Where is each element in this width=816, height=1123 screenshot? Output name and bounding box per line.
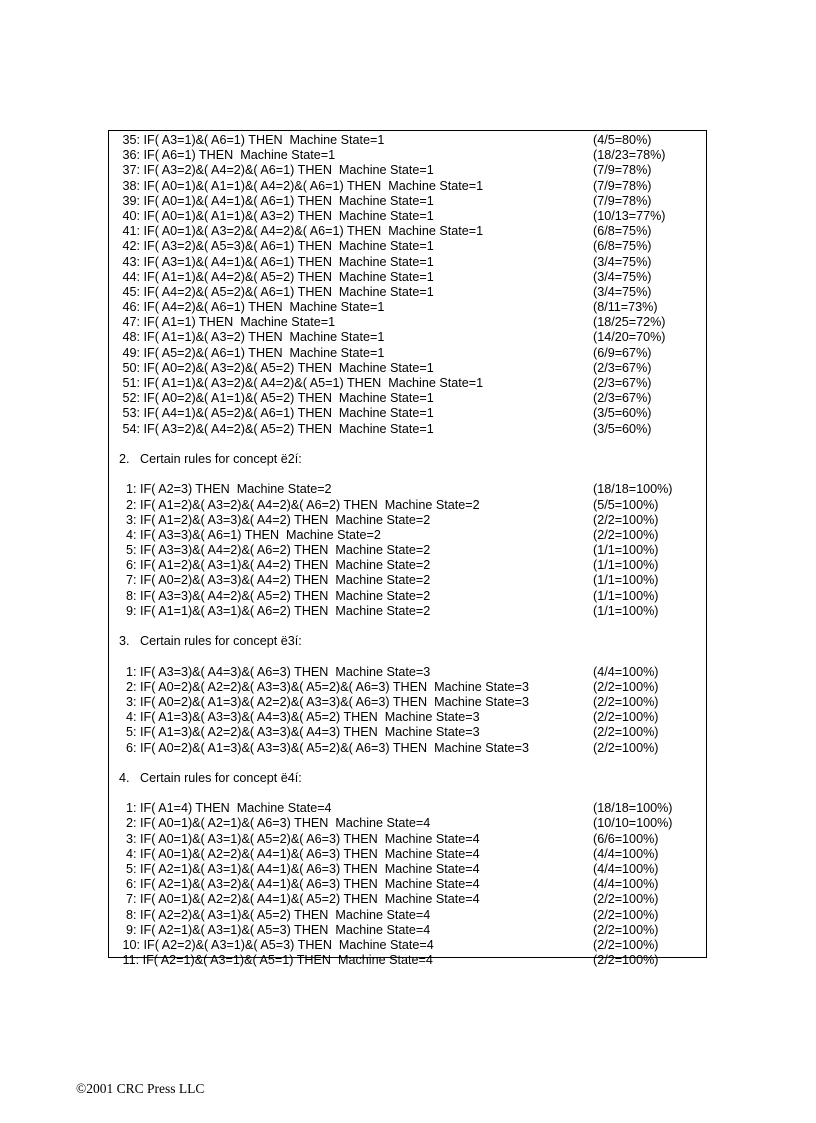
rule-confidence: (3/4=75%) — [593, 284, 652, 299]
rule-text: 49: IF( A5=2)&( A6=1) THEN Machine State=1 — [119, 345, 385, 360]
rule-row — [119, 482, 702, 497]
rule-confidence: (7/9=78%) — [593, 163, 652, 178]
rule-confidence: (5/5=100%) — [593, 497, 659, 512]
rule-row — [119, 589, 702, 604]
rule-text: 4: IF( A1=3)&( A3=3)&( A4=3)&( A5=2) THEN Machine State=3 — [119, 710, 480, 725]
rule-text: 10: IF( A2=2)&( A3=1)&( A5=3) THEN Machine State=4 — [119, 937, 434, 952]
rule-text: 7: IF( A0=1)&( A2=2)&( A4=1)&( A5=2) THEN Machine State=4 — [119, 892, 480, 907]
rule-text: 11: IF( A2=1)&( A3=1)&( A5=1) THEN Machine State=4 — [119, 953, 433, 968]
rule-row — [119, 573, 702, 588]
rule-text: 44: IF( A1=1)&( A4=2)&( A5=2) THEN Machine State=1 — [119, 269, 434, 284]
rule-text: 43: IF( A3=1)&( A4=1)&( A6=1) THEN Machine State=1 — [119, 254, 434, 269]
rule-text: 51: IF( A1=1)&( A3=2)&( A4=2)&( A5=1) THEN Machine State=1 — [119, 376, 484, 390]
rule-text: 2: IF( A0=2)&( A2=2)&( A3=3)&( A5=2)&( A6=3) THEN Machine State=3 — [119, 679, 529, 694]
rule-confidence: (6/8=75%) — [593, 239, 652, 254]
rule-row — [119, 422, 702, 437]
rule-row — [119, 346, 702, 361]
rule-text: 38: IF( A0=1)&( A1=1)&( A4=2)&( A6=1) THEN Machine State=1 — [119, 178, 484, 193]
rule-row — [119, 604, 702, 619]
rule-row — [119, 543, 702, 558]
rule-row — [119, 361, 702, 376]
rule-text: 40: IF( A0=1)&( A1=1)&( A3=2) THEN Machine State=1 — [119, 208, 434, 223]
rule-confidence: (2/2=100%) — [593, 953, 659, 968]
rule-text: 5: IF( A2=1)&( A3=1)&( A4=1)&( A6=3) THEN Machine State=4 — [119, 862, 480, 876]
rule-row — [119, 300, 702, 315]
rule-row — [119, 376, 702, 391]
section-gap — [119, 437, 702, 452]
rule-confidence: (2/2=100%) — [593, 937, 659, 952]
rule-confidence: (2/2=100%) — [593, 725, 659, 740]
rule-text: 54: IF( A3=2)&( A4=2)&( A5=2) THEN Machine State=1 — [119, 421, 434, 436]
rule-text: 48: IF( A1=1)&( A3=2) THEN Machine State=1 — [119, 330, 385, 345]
rule-confidence: (1/1=100%) — [593, 603, 659, 618]
rule-confidence: (18/18=100%) — [593, 482, 673, 497]
rule-row — [119, 892, 702, 907]
section-gap — [119, 756, 702, 771]
section-heading: 3. Certain rules for concept ë3í: — [119, 634, 302, 649]
rule-confidence: (2/2=100%) — [593, 527, 659, 542]
rule-row — [119, 239, 702, 254]
rule-row — [119, 330, 702, 345]
rule-text: 4: IF( A3=3)&( A6=1) THEN Machine State=2 — [119, 527, 381, 542]
rule-row — [119, 315, 702, 330]
rule-row — [119, 513, 702, 528]
rule-row — [119, 725, 702, 740]
rule-text: 2: IF( A1=2)&( A3=2)&( A4=2)&( A6=2) THEN Machine State=2 — [119, 497, 480, 512]
rules-content — [119, 133, 702, 968]
rule-text: 3: IF( A1=2)&( A3=3)&( A4=2) THEN Machine State=2 — [119, 512, 431, 527]
rule-row — [119, 953, 702, 968]
rule-text: 5: IF( A3=3)&( A4=2)&( A6=2) THEN Machine State=2 — [119, 543, 431, 558]
rule-confidence: (2/2=100%) — [593, 679, 659, 694]
rule-row — [119, 270, 702, 285]
rule-confidence: (2/3=67%) — [593, 360, 652, 375]
rule-row — [119, 528, 702, 543]
rule-text: 3: IF( A0=1)&( A3=1)&( A5=2)&( A6=3) THEN Machine State=4 — [119, 831, 480, 846]
rule-row — [119, 877, 702, 892]
rule-confidence: (7/9=78%) — [593, 178, 652, 193]
rule-text: 6: IF( A1=2)&( A3=1)&( A4=2) THEN Machine State=2 — [119, 558, 431, 573]
rule-text: 9: IF( A2=1)&( A3=1)&( A5=3) THEN Machine State=4 — [119, 922, 431, 937]
rule-row — [119, 908, 702, 923]
rule-text: 6: IF( A0=2)&( A1=3)&( A3=3)&( A5=2)&( A6=3) THEN Machine State=3 — [119, 740, 529, 755]
rule-confidence: (2/2=100%) — [593, 907, 659, 922]
rule-row — [119, 801, 702, 816]
rule-row — [119, 847, 702, 862]
rule-confidence: (1/1=100%) — [593, 573, 659, 588]
rule-confidence: (1/1=100%) — [593, 558, 659, 573]
rule-confidence: (4/4=100%) — [593, 877, 659, 892]
rule-confidence: (3/5=60%) — [593, 406, 652, 421]
rule-confidence: (2/2=100%) — [593, 892, 659, 907]
rule-row — [119, 741, 702, 756]
rule-row — [119, 391, 702, 406]
rule-row — [119, 498, 702, 513]
section-gap — [119, 786, 702, 801]
rule-confidence: (3/4=75%) — [593, 254, 652, 269]
rule-row — [119, 285, 702, 300]
rule-text: 39: IF( A0=1)&( A4=1)&( A6=1) THEN Machine State=1 — [119, 193, 434, 208]
rule-text: 5: IF( A1=3)&( A2=2)&( A3=3)&( A4=3) THEN Machine State=3 — [119, 725, 480, 740]
rule-row — [119, 923, 702, 938]
rule-confidence: (2/2=100%) — [593, 922, 659, 937]
rule-confidence: (14/20=70%) — [593, 330, 666, 345]
rule-row — [119, 255, 702, 270]
rule-confidence: (3/5=60%) — [593, 421, 652, 436]
rule-text: 36: IF( A6=1) THEN Machine State=1 — [119, 148, 336, 163]
section-gap — [119, 467, 702, 482]
rule-row — [119, 938, 702, 953]
rule-confidence: (8/11=73%) — [593, 300, 658, 315]
rule-row — [119, 816, 702, 831]
rule-text: 53: IF( A4=1)&( A5=2)&( A6=1) THEN Machine State=1 — [119, 406, 434, 421]
rule-row — [119, 406, 702, 421]
rule-confidence: (2/2=100%) — [593, 740, 659, 755]
rule-confidence: (4/4=100%) — [593, 846, 659, 861]
copyright-footer: ©2001 CRC Press LLC — [76, 1081, 205, 1096]
rule-confidence: (2/3=67%) — [593, 376, 652, 390]
rule-confidence: (6/6=100%) — [593, 831, 659, 846]
rule-text: 35: IF( A3=1)&( A6=1) THEN Machine State=1 — [119, 133, 385, 147]
rule-row — [119, 224, 702, 239]
rule-confidence: (4/5=80%) — [593, 133, 652, 147]
rule-confidence: (18/23=78%) — [593, 148, 666, 163]
rule-row — [119, 862, 702, 877]
rule-confidence: (10/10=100%) — [593, 816, 673, 831]
rule-row — [119, 209, 702, 224]
rule-row — [119, 194, 702, 209]
rule-text: 1: IF( A3=3)&( A4=3)&( A6=3) THEN Machine State=3 — [119, 664, 431, 679]
rule-confidence: (10/13=77%) — [593, 208, 666, 223]
rule-text: 4: IF( A0=1)&( A2=2)&( A4=1)&( A6=3) THEN Machine State=4 — [119, 846, 480, 861]
rule-text: 6: IF( A2=1)&( A3=2)&( A4=1)&( A6=3) THEN Machine State=4 — [119, 877, 480, 892]
rule-confidence: (1/1=100%) — [593, 543, 659, 558]
rule-text: 8: IF( A2=2)&( A3=1)&( A5=2) THEN Machine State=4 — [119, 907, 431, 922]
section-heading: 2. Certain rules for concept ë2í: — [119, 451, 302, 466]
rule-text: 8: IF( A3=3)&( A4=2)&( A5=2) THEN Machine State=2 — [119, 588, 431, 603]
rule-text: 1: IF( A1=4) THEN Machine State=4 — [119, 801, 332, 816]
rule-text: 9: IF( A1=1)&( A3=1)&( A6=2) THEN Machine State=2 — [119, 603, 431, 618]
rule-confidence: (4/4=100%) — [593, 862, 659, 876]
rule-confidence: (2/2=100%) — [593, 512, 659, 527]
rule-row — [119, 695, 702, 710]
rules-table-frame — [108, 130, 707, 968]
rule-row — [119, 163, 702, 178]
section-gap — [119, 619, 702, 634]
rule-row — [119, 710, 702, 725]
rule-row — [119, 558, 702, 573]
rule-row — [119, 832, 702, 847]
section-gap — [119, 649, 702, 664]
rule-confidence: (6/8=75%) — [593, 224, 652, 239]
rule-text: 41: IF( A0=1)&( A3=2)&( A4=2)&( A6=1) THEN Machine State=1 — [119, 224, 484, 239]
rule-row — [119, 133, 702, 148]
rule-text: 37: IF( A3=2)&( A4=2)&( A6=1) THEN Machine State=1 — [119, 163, 434, 178]
rule-row — [119, 148, 702, 163]
rule-text: 46: IF( A4=2)&( A6=1) THEN Machine State=1 — [119, 300, 385, 315]
rule-text: 50: IF( A0=2)&( A3=2)&( A5=2) THEN Machine State=1 — [119, 360, 434, 375]
rule-text: 45: IF( A4=2)&( A5=2)&( A6=1) THEN Machine State=1 — [119, 284, 434, 299]
rule-row — [119, 665, 702, 680]
rule-row — [119, 179, 702, 194]
rule-text: 2: IF( A0=1)&( A2=1)&( A6=3) THEN Machine State=4 — [119, 816, 431, 831]
rule-confidence: (7/9=78%) — [593, 193, 652, 208]
rule-confidence: (1/1=100%) — [593, 588, 659, 603]
rule-confidence: (6/9=67%) — [593, 345, 652, 360]
rule-confidence: (18/25=72%) — [593, 315, 666, 330]
rule-text: 3: IF( A0=2)&( A1=3)&( A2=2)&( A3=3)&( A6=3) THEN Machine State=3 — [119, 694, 529, 709]
rule-text: 42: IF( A3=2)&( A5=3)&( A6=1) THEN Machine State=1 — [119, 239, 434, 254]
rule-confidence: (4/4=100%) — [593, 664, 659, 679]
section-heading: 4. Certain rules for concept ë4í: — [119, 770, 302, 785]
rule-confidence: (2/3=67%) — [593, 391, 652, 406]
rule-text: 52: IF( A0=2)&( A1=1)&( A5=2) THEN Machine State=1 — [119, 391, 434, 406]
rule-text: 7: IF( A0=2)&( A3=3)&( A4=2) THEN Machine State=2 — [119, 573, 431, 588]
rule-confidence: (18/18=100%) — [593, 801, 673, 816]
rule-confidence: (2/2=100%) — [593, 694, 659, 709]
rule-confidence: (2/2=100%) — [593, 710, 659, 725]
rule-text: 47: IF( A1=1) THEN Machine State=1 — [119, 315, 336, 330]
rule-confidence: (3/4=75%) — [593, 269, 652, 284]
rule-text: 1: IF( A2=3) THEN Machine State=2 — [119, 482, 332, 497]
rule-row — [119, 680, 702, 695]
